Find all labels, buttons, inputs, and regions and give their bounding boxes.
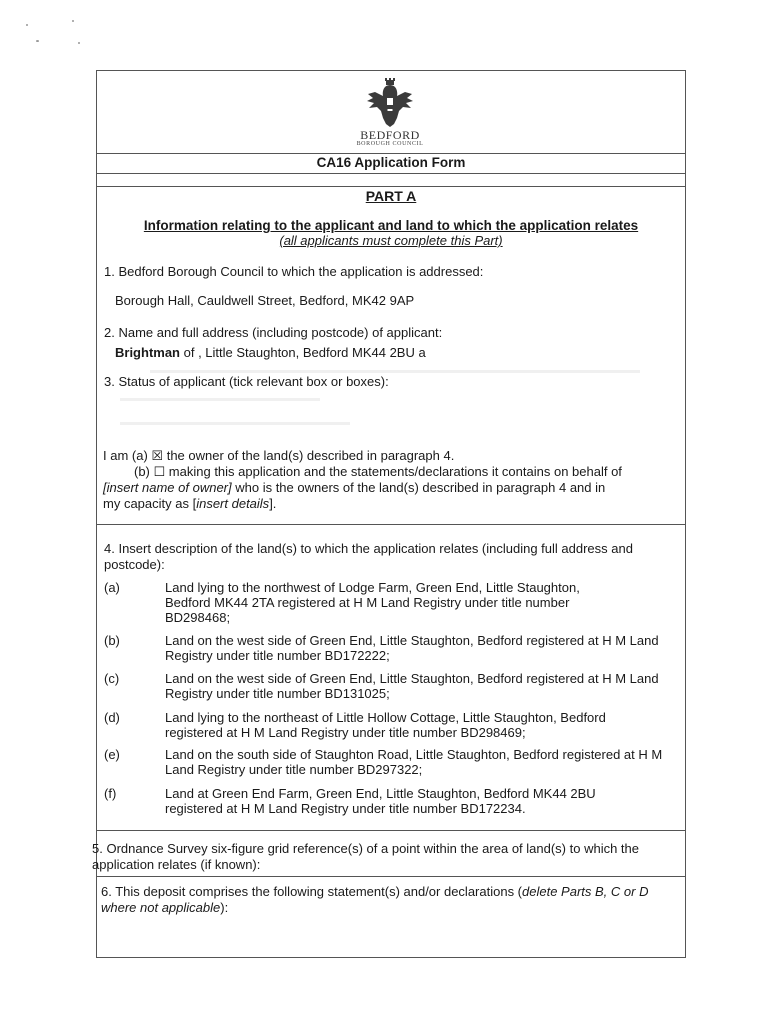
status-b-text: making this application and the statements/declarations it contains on behalf of <box>168 464 622 479</box>
question-2: 2. Name and full address (including postcode) of applicant: <box>104 325 443 340</box>
question-5: 5. Ordnance Survey six-figure grid reference(s) of a point within the area of land(s) to which the application relates (if known): <box>92 841 639 872</box>
land-item-label: (a) <box>104 580 120 595</box>
form-title: CA16 Application Form <box>316 155 466 170</box>
faint-scan-line <box>120 398 320 401</box>
divider <box>96 173 686 174</box>
bedford-crest-logo <box>364 78 416 128</box>
status-b-prefix: (b) <box>134 464 150 479</box>
applicant-address: of , Little Staughton, Bedford MK44 2BU a <box>180 345 426 360</box>
divider <box>96 524 686 525</box>
question-6-text: 6. This deposit comprises the following statement(s) and/or declarations ( <box>101 884 523 899</box>
land-item-text: Land on the west side of Green End, Little Staughton, Bedford registered at H M Land Registry under title number BD172222; <box>165 633 659 663</box>
land-item-label: (f) <box>104 786 117 801</box>
faint-scan-line <box>120 422 350 425</box>
part-heading: PART A <box>365 188 417 204</box>
applicant-name: Brightman <box>115 345 180 360</box>
land-item-label: (e) <box>104 747 120 762</box>
logo-wordmark: BEDFORD <box>360 128 420 142</box>
scan-speck <box>72 20 74 22</box>
question-4: 4. Insert description of the land(s) to which the application relates (including full address and postcode): <box>104 541 633 572</box>
section-heading: Information relating to the applicant and land to which the application relates <box>143 218 639 233</box>
faint-scan-line <box>150 370 640 373</box>
status-b-line3-suffix: ]. <box>269 496 277 511</box>
land-item-text: Land at Green End Farm, Green End, Little Staughton, Bedford MK44 2BU registered at H M Land Registry under title number BD172234. <box>165 786 596 816</box>
answer-1: Borough Hall, Cauldwell Street, Bedford, MK42 9AP <box>115 293 415 308</box>
question-6-suffix: ): <box>220 900 229 915</box>
status-b-line3-prefix: my capacity as [ <box>103 496 197 511</box>
question-1: 1. Bedford Borough Council to which the application is addressed: <box>104 264 484 279</box>
divider <box>96 153 686 154</box>
status-b-line3 <box>103 496 276 512</box>
land-item-text: Land on the south side of Staughton Road, Little Staughton, Bedford registered at H M Land Registry under title number BD297322; <box>165 747 663 777</box>
question-6 <box>101 884 681 916</box>
land-item-text: Land on the west side of Green End, Little Staughton, Bedford registered at H M Land Registry under title number BD131025; <box>165 671 659 701</box>
land-item-label: (b) <box>104 633 120 648</box>
status-a-prefix: I am (a) <box>103 448 148 463</box>
scan-speck <box>36 40 39 42</box>
scan-speck <box>78 42 80 44</box>
status-option-a <box>103 448 454 465</box>
question-6-instruction: delete Parts B, C or D where not applicable <box>101 884 649 915</box>
divider <box>96 830 686 831</box>
owner-name-placeholder: [insert name of owner] <box>103 480 232 495</box>
scan-speck <box>26 24 28 26</box>
status-option-b <box>134 464 622 481</box>
status-b-line2-text: who is the owners of the land(s) described in paragraph 4 and in <box>231 480 606 495</box>
land-item-label: (d) <box>104 710 120 725</box>
divider <box>96 876 686 877</box>
logo-subtitle: BOROUGH COUNCIL <box>356 141 424 147</box>
question-3: 3. Status of applicant (tick relevant box or boxes): <box>104 374 389 389</box>
checkbox-owner-checked[interactable]: ☒ <box>151 449 164 464</box>
land-item-text: Land lying to the northeast of Little Hollow Cottage, Little Staughton, Bedford registered at H M Land Registry under title number BD298469; <box>165 710 606 740</box>
checkbox-on-behalf[interactable]: ☐ <box>153 465 166 480</box>
land-item-text: Land lying to the northwest of Lodge Farm, Green End, Little Staughton, Bedford MK44 2TA registered at H M Land Registry under title number BD298468; <box>165 580 580 625</box>
divider <box>96 186 686 187</box>
land-item-label: (c) <box>104 671 120 686</box>
status-b-line2 <box>103 480 605 496</box>
answer-2 <box>115 345 426 361</box>
section-note: (all applicants must complete this Part) <box>279 233 503 248</box>
status-a-text: the owner of the land(s) described in paragraph 4. <box>166 448 455 463</box>
details-placeholder: insert details <box>196 496 270 511</box>
